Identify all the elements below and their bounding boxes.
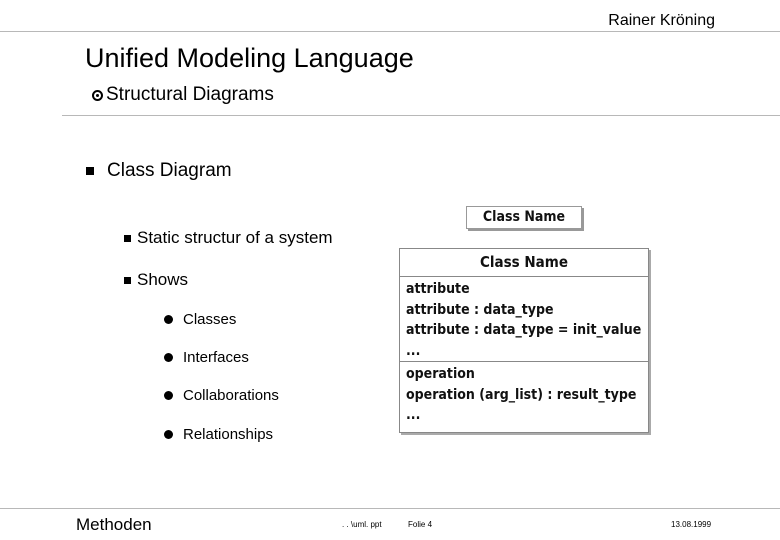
- bullet-level3: [164, 387, 279, 404]
- uml-operation: operation: [406, 366, 475, 382]
- uml-attribute: attribute: [406, 281, 470, 297]
- square-bullet-icon: [124, 277, 131, 284]
- subtitle-text: Structural Diagrams: [106, 84, 274, 105]
- slide-title: Unified Modeling Language: [85, 43, 414, 73]
- uml-attribute: ...: [406, 342, 421, 359]
- footer-course: Methoden: [76, 515, 152, 534]
- bullet-level2: [124, 228, 333, 248]
- round-bullet-icon: [164, 430, 173, 439]
- bullet-text: Static structur of a system: [137, 228, 333, 247]
- bullet-level3: [164, 349, 249, 366]
- footer-date: 13.08.1999: [671, 520, 712, 529]
- bullet-text: Classes: [183, 311, 237, 328]
- bullet-text: Shows: [137, 270, 189, 289]
- slide-subtitle: [92, 84, 274, 106]
- uml-class-name: Class Name: [400, 249, 648, 277]
- footer-slide-number: Folie 4: [408, 520, 433, 529]
- author-name: Rainer Kröning: [608, 12, 715, 29]
- bullet-text: Relationships: [183, 426, 274, 443]
- uml-attribute: attribute : data_type: [406, 301, 554, 318]
- bullet-level3: [164, 426, 273, 443]
- footer-rule: [0, 508, 780, 509]
- square-bullet-icon: [124, 235, 131, 242]
- round-bullet-icon: [164, 391, 173, 400]
- uml-operations: [400, 362, 648, 428]
- footer-file: . . \uml. ppt: [342, 520, 382, 529]
- target-bullet-icon: [92, 90, 103, 101]
- bullet-text: Collaborations: [183, 387, 279, 404]
- bullet-text: Class Diagram: [107, 160, 232, 181]
- bullet-level3: [164, 311, 236, 328]
- uml-class-compact: Class Name: [466, 206, 582, 229]
- uml-class-full: [399, 248, 649, 433]
- bullet-text: Interfaces: [183, 349, 249, 366]
- round-bullet-icon: [164, 353, 173, 362]
- square-bullet-icon: [86, 167, 94, 175]
- uml-attribute: attribute : data_type = init_value: [406, 322, 642, 338]
- uml-attributes: [400, 277, 648, 362]
- uml-operation: operation (arg_list) : result_type: [406, 386, 637, 403]
- header-rule: [0, 31, 780, 32]
- uml-operation: ...: [406, 407, 421, 423]
- title-rule: [62, 115, 780, 116]
- round-bullet-icon: [164, 315, 173, 324]
- bullet-level2: [124, 270, 188, 290]
- bullet-level1: [86, 160, 232, 182]
